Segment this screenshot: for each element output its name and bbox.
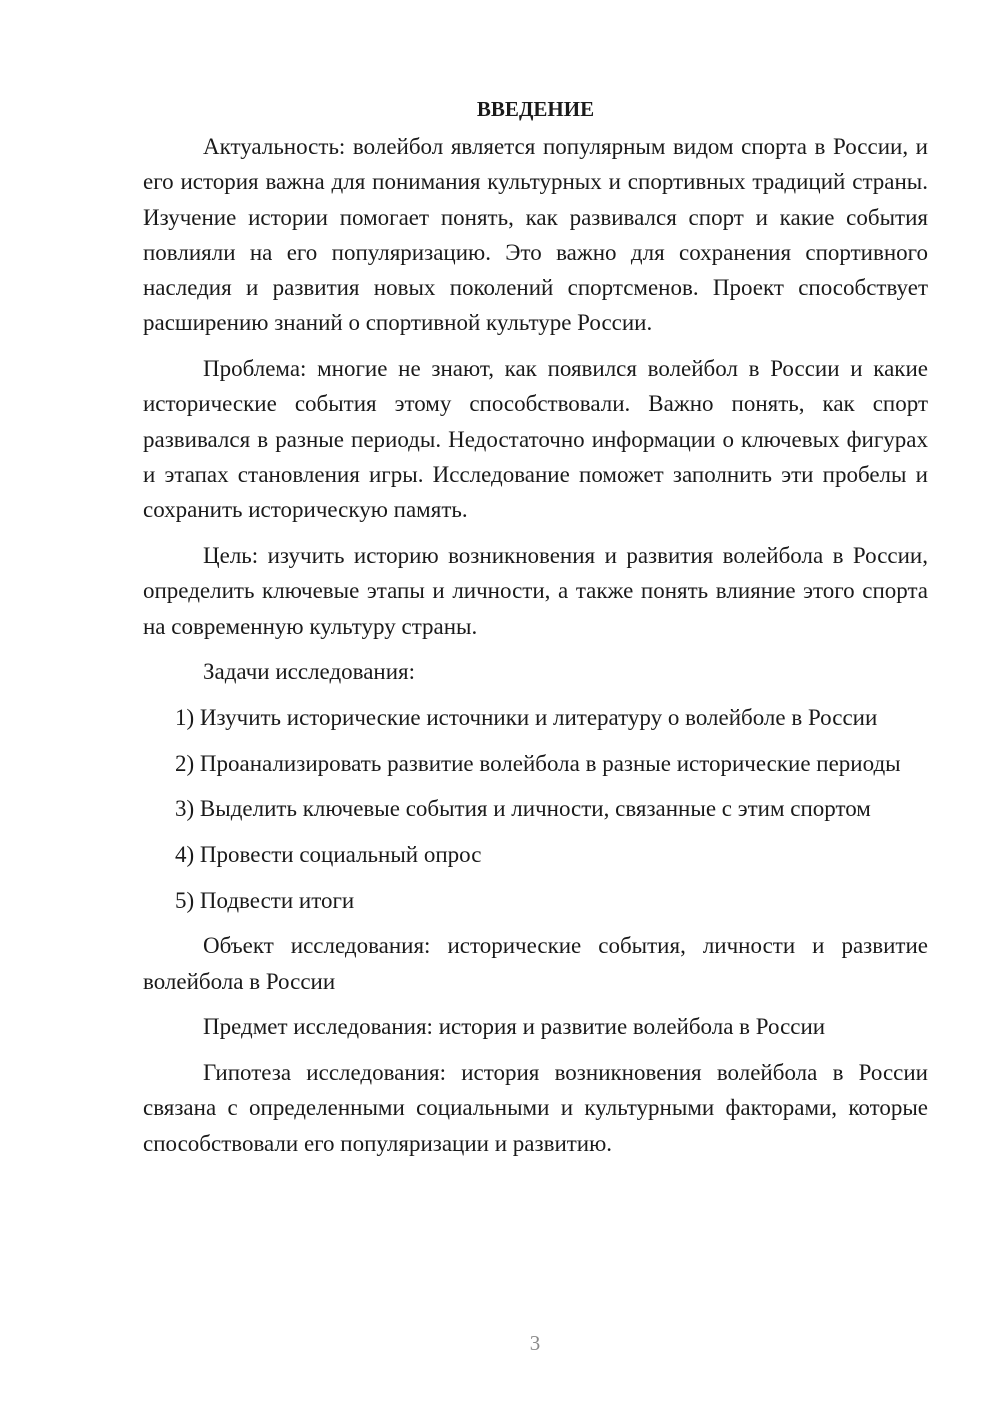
research-object-paragraph: Объект исследования: исторические события, личности и развитие волейбола в России — [143, 933, 928, 994]
goal-paragraph: Цель: изучить историю возникновения и развития волейбола в России, определить ключевые этапы и личности, а также понять влияние этого спорта на современную культуру страны. — [143, 543, 928, 639]
relevance-paragraph: Актуальность: волейбол является популярным видом спорта в России, и его история важна для понимания культурных и спортивных традиций страны. Изучение истории помогает понять, как развивался спорт и какие события повлияли на его популяризацию. Это важно для сохранения спортивного наследия и развития новых поколений спортсменов. Проект способствует расширению знаний о спортивной культуре России. — [143, 134, 928, 336]
page-title: ВВЕДЕНИЕ — [476, 97, 595, 121]
task-item: 2) Проанализировать развитие волейбола в разные исторические периоды — [175, 750, 901, 776]
problem-paragraph: Проблема: многие не знают, как появился волейбол в России и какие исторические события этому способствовали. Важно понять, как спорт развивался в разные периоды. Недостаточно информации о ключевых фигурах и этапах становления игры. Исследование поможет заполнить эти пробелы и сохранить историческую память. — [143, 356, 928, 523]
tasks-heading: Задачи исследования: — [203, 659, 416, 685]
page-number: 3 — [529, 1331, 541, 1355]
research-subject-paragraph: Предмет исследования: история и развитие волейбола в России — [203, 1014, 826, 1040]
document-page — [143, 92, 928, 1171]
research-hypothesis-paragraph: Гипотеза исследования: история возникновения волейбола в России связана с определенными социальными и культурными факторами, которые способствовали его популяризации и развитию. — [143, 1060, 928, 1156]
task-item: 4) Провести социальный опрос — [175, 842, 482, 868]
task-item: 3) Выделить ключевые события и личности, связанные с этим спортом — [175, 796, 871, 822]
task-item: 5) Подвести итоги — [175, 887, 355, 913]
task-item: 1) Изучить исторические источники и литературу о волейболе в России — [175, 705, 878, 731]
